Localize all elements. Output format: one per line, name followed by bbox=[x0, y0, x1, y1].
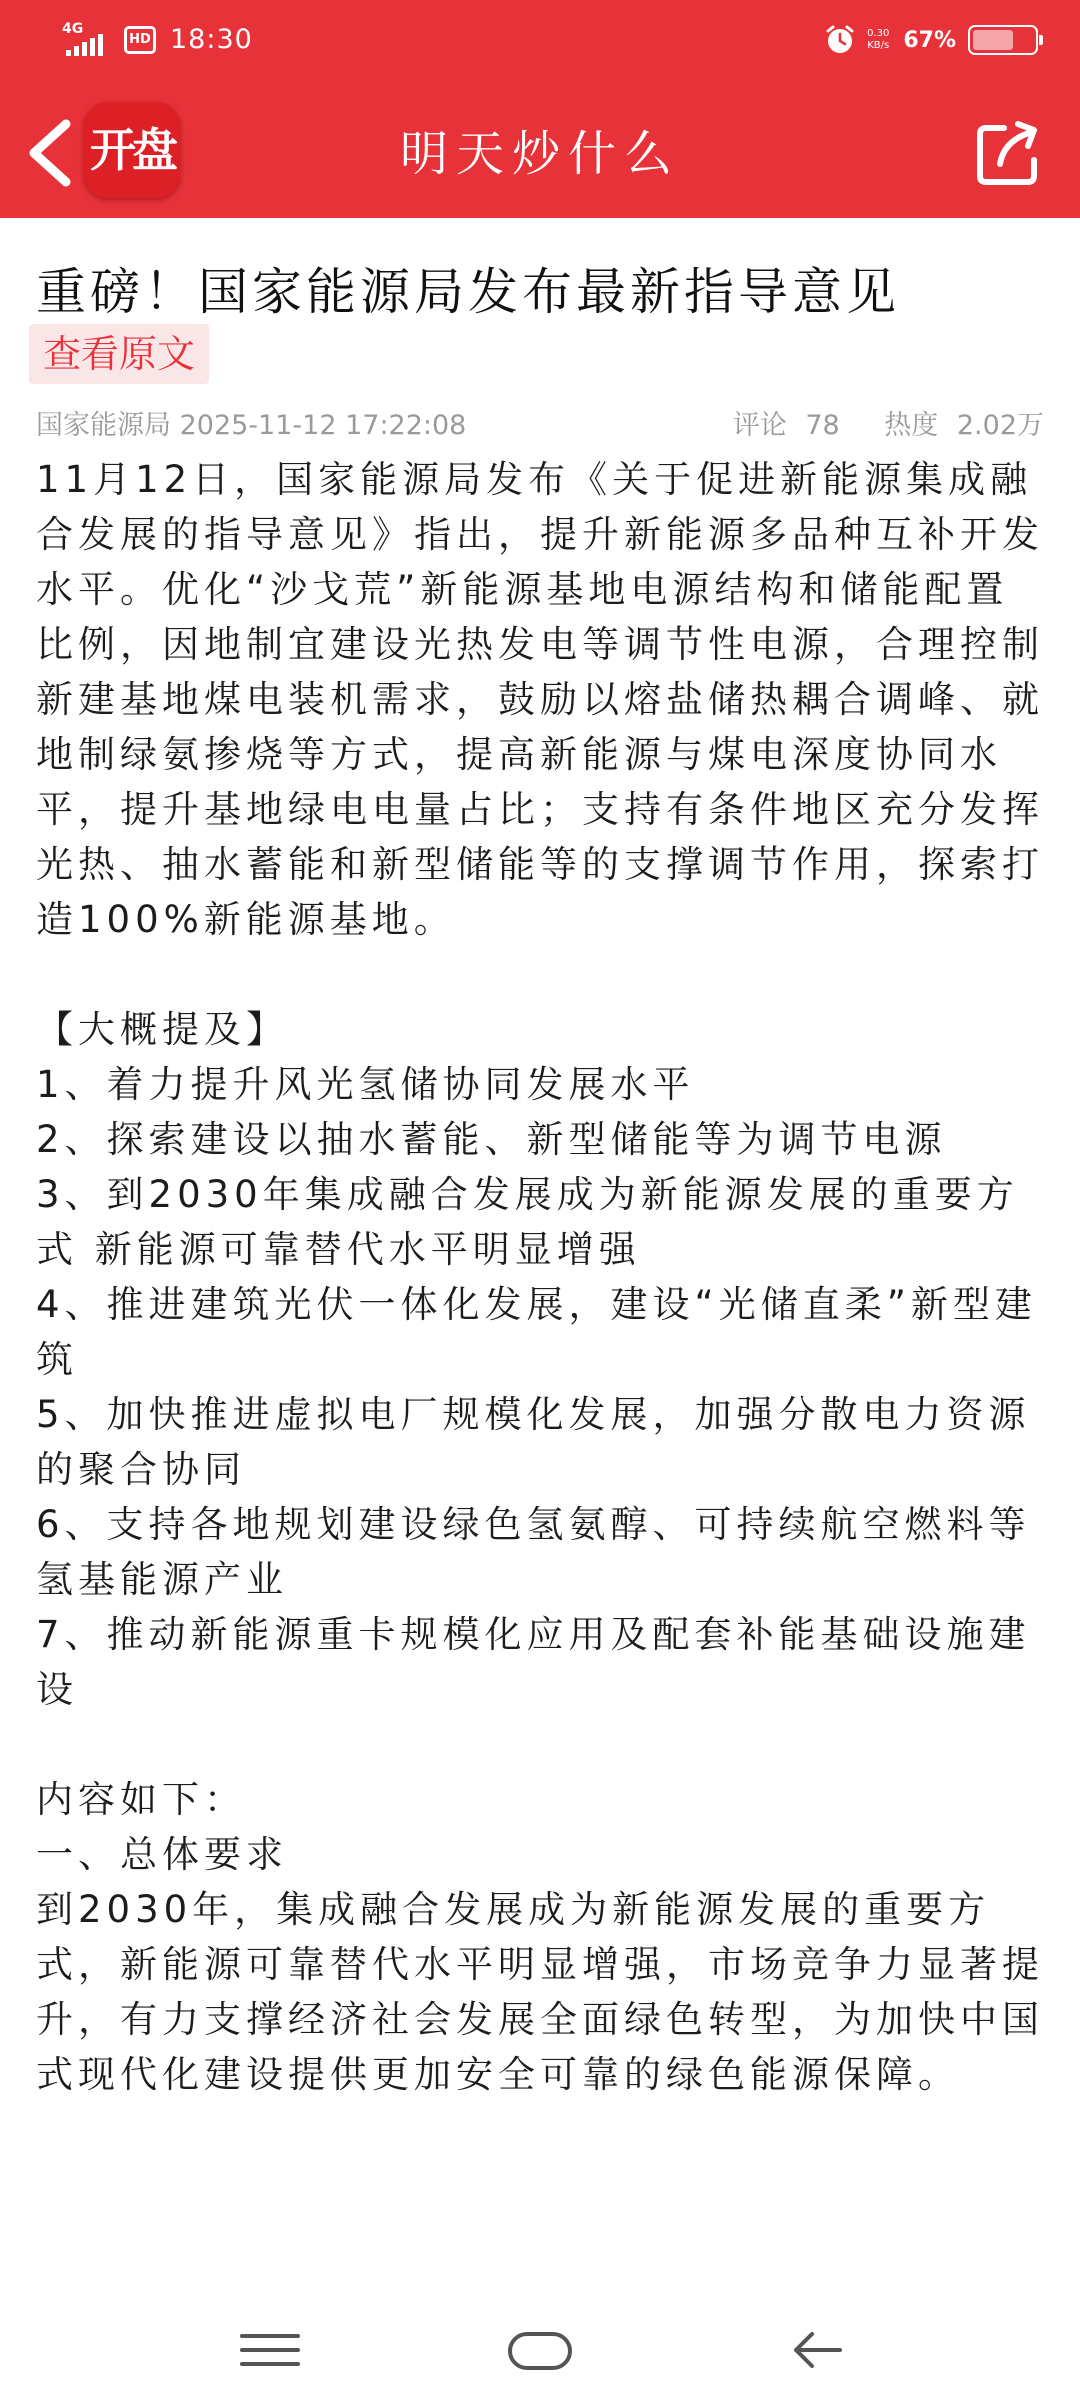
hd-badge: HD bbox=[124, 26, 156, 54]
home-icon bbox=[500, 2310, 580, 2390]
status-right bbox=[825, 18, 1038, 62]
content-paragraph: 11月12日，国家能源局发布《关于促进新能源集成融合发展的指导意见》指出，提升新能源多品种互补开发水平。优化“沙戈荒”新能源基地电源结构和储能配置比例，因地制宜建设光热发电等调节性电源，合理控制新建基地煤电装机需求，鼓励以熔盐储热耦合调峰、就地制绿氨掺烧等方式，提高新能源与煤电深度协同水平，提升基地绿电电量占比；支持有条件地区充分发挥光热、抽水蓄能和新型储能等的支撑调节作用，探索打造100%新能源基地。 bbox=[36, 458, 1044, 941]
content-paragraph: 到2030年，集成融合发展成为新能源发展的重要方式，新能源可靠替代水平明显增强，市场竞争力显著提升，有力支撑经济社会发展全面绿色转型，为加快中国式现代化建设提供更加安全可靠的绿色能源保障。 bbox=[36, 1888, 1044, 2096]
system-nav-bar bbox=[0, 2290, 1080, 2408]
network-type: 4G bbox=[62, 21, 84, 37]
content-paragraph bbox=[36, 1717, 1046, 1772]
chevron-left-icon bbox=[22, 118, 82, 188]
content-paragraph: 一、总体要求 bbox=[36, 1833, 288, 1876]
share-button[interactable] bbox=[974, 118, 1044, 188]
nav-back-button[interactable] bbox=[780, 2310, 860, 2390]
network-speed bbox=[867, 28, 889, 52]
content-paragraph bbox=[36, 947, 1046, 1002]
content-paragraph: 4、推进建筑光伏一体化发展，建设“光储直柔”新型建筑 bbox=[36, 1283, 1037, 1381]
signal-icon bbox=[62, 22, 112, 58]
status-bar bbox=[0, 0, 1080, 80]
status-left bbox=[62, 18, 253, 62]
content-paragraph: 7、推动新能源重卡规模化应用及配套补能基础设施建设 bbox=[36, 1613, 1031, 1711]
back-button[interactable] bbox=[22, 118, 82, 188]
nav-home-button[interactable] bbox=[500, 2310, 580, 2390]
status-time: 18:30 bbox=[170, 24, 253, 55]
back-arrow-icon bbox=[780, 2310, 860, 2390]
content-paragraph: 2、探索建设以抽水蓄能、新型储能等为调节电源 bbox=[36, 1118, 947, 1161]
comments-label[interactable]: 评论 bbox=[732, 410, 787, 441]
article-title: 重磅！国家能源局发布最新指导意见 bbox=[36, 263, 900, 321]
heat-label: 热度 bbox=[884, 410, 939, 441]
battery-level bbox=[973, 30, 1013, 50]
app-header bbox=[0, 80, 1080, 218]
article-datetime: 2025-11-12 17:22:08 bbox=[179, 410, 467, 441]
battery-icon bbox=[968, 25, 1038, 55]
content-paragraph: 6、支持各地规划建设绿色氢氨醇、可持续航空燃料等氢基能源产业 bbox=[36, 1503, 1031, 1601]
article-content bbox=[36, 452, 1046, 2102]
menu-icon bbox=[230, 2310, 310, 2390]
battery-percent: 67% bbox=[903, 27, 956, 53]
nav-menu-button[interactable] bbox=[230, 2310, 310, 2390]
content-paragraph: 【大概提及】 bbox=[36, 1008, 288, 1051]
network-speed-unit: KB/s bbox=[867, 40, 890, 51]
article-meta bbox=[36, 406, 1044, 446]
network-speed-value: 0.30 bbox=[867, 28, 890, 39]
page-title: 明天炒什么 bbox=[399, 126, 680, 182]
alarm-icon bbox=[825, 25, 855, 55]
article-source: 国家能源局 bbox=[36, 410, 171, 441]
article bbox=[36, 218, 1046, 2102]
comments-count[interactable]: 78 bbox=[805, 410, 840, 441]
app-logo[interactable]: 开盘 bbox=[84, 102, 180, 198]
share-icon bbox=[974, 118, 1044, 188]
content-paragraph: 内容如下： bbox=[36, 1778, 246, 1821]
content-paragraph: 1、着力提升风光氢储协同发展水平 bbox=[36, 1063, 695, 1106]
view-original-button[interactable]: 查看原文 bbox=[29, 324, 209, 384]
heat-value: 2.02万 bbox=[956, 410, 1044, 441]
content-paragraph: 3、到2030年集成融合发展成为新能源发展的重要方式 新能源可靠替代水平明显增强 bbox=[36, 1173, 1019, 1271]
content-paragraph: 5、加快推进虚拟电厂规模化发展，加强分散电力资源的聚合协同 bbox=[36, 1393, 1031, 1491]
